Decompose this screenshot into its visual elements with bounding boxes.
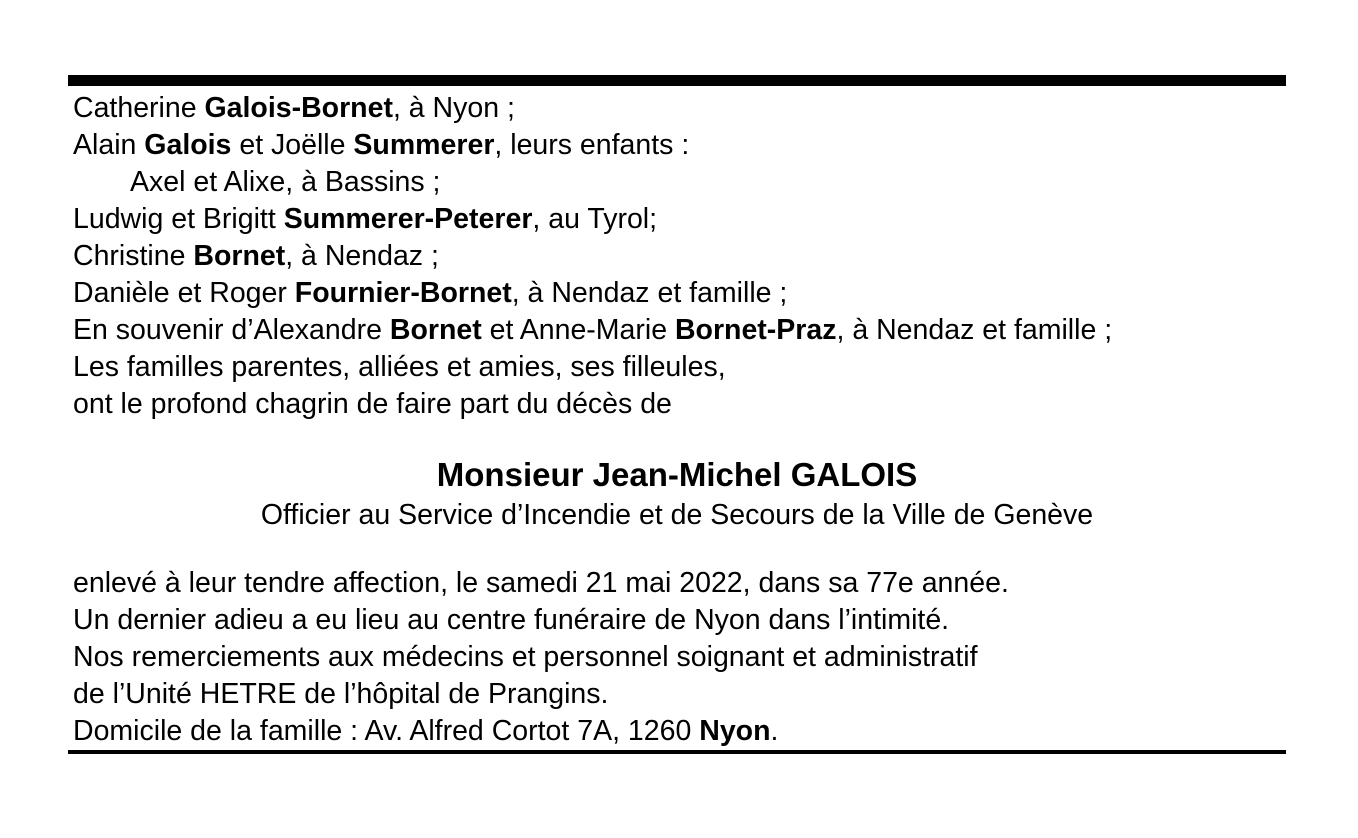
details-line — [73, 639, 1009, 676]
details-line — [73, 602, 1009, 639]
top-rule — [68, 75, 1286, 86]
details-line — [73, 713, 1009, 750]
bold-name: Fournier-Bornet — [294, 277, 512, 309]
text-segment: Un dernier adieu a eu lieu au centre funéraire de Nyon dans l’intimité. — [73, 604, 950, 636]
text-segment: Domicile de la famille : Av. Alfred Cortot 7A, 1260 — [73, 715, 700, 747]
family-list — [73, 90, 1112, 423]
bold-name: Summerer — [353, 129, 495, 161]
notice-details — [73, 565, 1009, 750]
text-segment: Christine — [73, 240, 194, 272]
text-segment: enlevé à leur tendre affection, le samedi 21 mai 2022, dans sa 77e année. — [73, 567, 1009, 599]
family-line — [73, 349, 1112, 386]
text-segment: Les familles parentes, alliées et amies, ses filleules, — [73, 351, 726, 383]
text-segment: , à Nendaz ; — [285, 240, 439, 272]
family-line — [73, 90, 1112, 127]
text-segment: , à Nyon ; — [392, 92, 515, 124]
text-segment: ont le profond chagrin de faire part du décès de — [73, 388, 672, 420]
bold-name: Summerer-Peterer — [283, 203, 533, 235]
text-segment: Alain — [73, 129, 145, 161]
text-segment: et Joëlle — [231, 129, 354, 161]
bottom-rule — [68, 750, 1286, 754]
text-segment: , leurs enfants : — [494, 129, 690, 161]
family-line — [73, 127, 1112, 164]
deceased-name: Monsieur Jean-Michel GALOIS — [436, 456, 918, 493]
text-segment: Catherine — [73, 92, 205, 124]
text-segment: , à Nendaz et famille ; — [511, 277, 788, 309]
family-line — [73, 164, 1112, 201]
bold-name: Bornet — [389, 314, 482, 346]
family-line — [73, 201, 1112, 238]
bold-name: Bornet — [193, 240, 286, 272]
bold-name: Galois — [144, 129, 232, 161]
family-line — [73, 238, 1112, 275]
bold-name: Galois-Bornet — [204, 92, 393, 124]
text-segment: , à Nendaz et famille ; — [836, 314, 1113, 346]
deceased-role: Officier au Service d’Incendie et de Secours de la Ville de Genève — [260, 499, 1094, 531]
text-segment: Axel et Alixe, à Bassins ; — [130, 166, 441, 198]
text-segment: En souvenir d’Alexandre — [73, 314, 390, 346]
text-segment: . — [770, 715, 779, 747]
family-line — [73, 275, 1112, 312]
text-segment: de l’Unité HETRE de l’hôpital de Prangins. — [73, 678, 609, 710]
details-line — [73, 565, 1009, 602]
text-segment: Danièle et Roger — [73, 277, 295, 309]
family-line — [73, 312, 1112, 349]
bold-name: Nyon — [699, 715, 771, 747]
details-line — [73, 676, 1009, 713]
text-segment: et Anne-Marie — [481, 314, 675, 346]
text-segment: Nos remerciements aux médecins et personnel soignant et administratif — [73, 641, 978, 673]
text-segment: , au Tyrol; — [532, 203, 658, 235]
text-segment: Ludwig et Brigitt — [73, 203, 284, 235]
bold-name: Bornet-Praz — [674, 314, 837, 346]
family-line — [73, 386, 1112, 423]
